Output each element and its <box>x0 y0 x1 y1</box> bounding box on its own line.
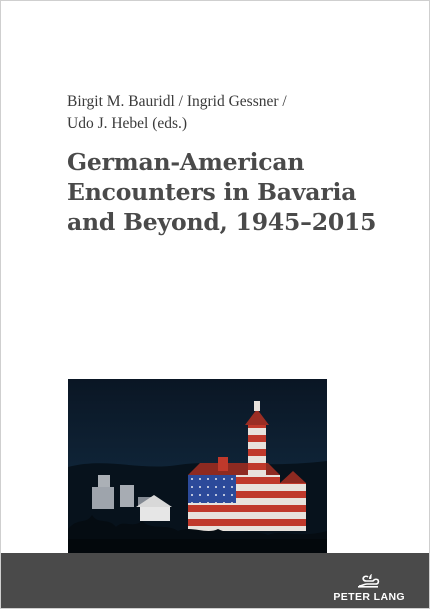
title-line-1: German-American <box>67 148 305 176</box>
lamp-icon <box>356 573 382 589</box>
book-title <box>67 147 417 237</box>
title-line-3: and Beyond, 1945–2015 <box>67 208 377 236</box>
publisher-name: PETER LANG <box>333 591 405 603</box>
cover-photo <box>68 379 327 553</box>
publisher-mark <box>333 573 405 603</box>
castle-illumination-image <box>68 379 327 553</box>
cover-footer <box>1 553 429 608</box>
authors <box>67 91 407 135</box>
authors-line-2: Udo J. Hebel (eds.) <box>67 115 188 132</box>
title-line-2: Encounters in Bavaria <box>67 178 357 206</box>
authors-line-1: Birgit M. Bauridl / Ingrid Gessner / <box>67 93 287 110</box>
